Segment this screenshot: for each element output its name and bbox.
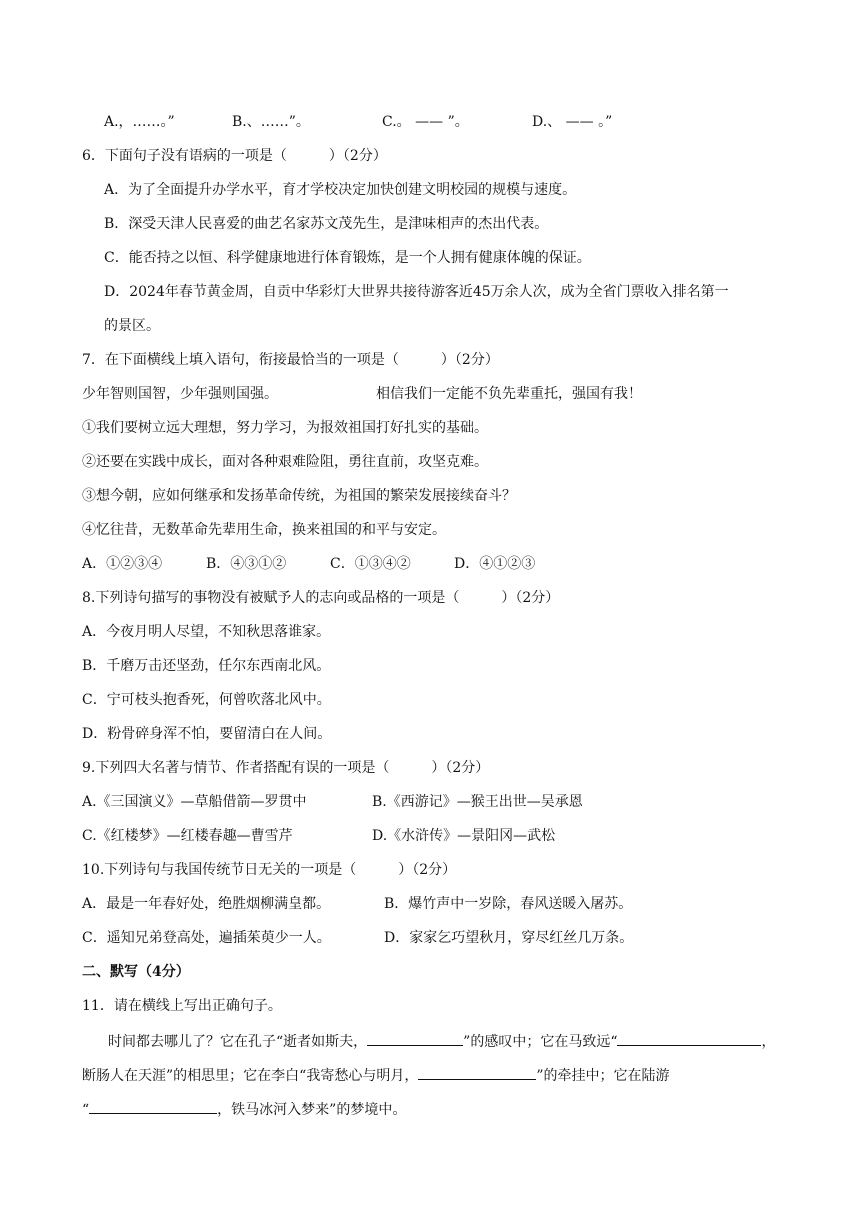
q11-text-3b: ，铁马冰河入梦来”的梦境中。 — [217, 1102, 407, 1118]
q11-answer-blank-4[interactable] — [89, 1099, 217, 1114]
q8-stem: 8.下列诗句描写的事物没有被赋予人的志向或品格的一项是（ ）（2分） — [82, 590, 560, 606]
q6-option-d-line1: D．2024年春节黄金周，自贡中华彩灯大世界共接待游客近45万余人次，成为全省门票收入排名第一 — [104, 284, 729, 300]
q10-option-d: D．家家乞巧望秋月，穿尽红丝几万条。 — [384, 930, 634, 946]
q11-answer-blank-3[interactable] — [418, 1065, 536, 1080]
q5-option-b: B.、……”。 — [232, 114, 310, 130]
q5-option-d: D.、 —— 。” — [532, 114, 613, 130]
q11-text-2a: 断肠人在天涯”的相思里；它在李白“我寄愁心与明月， — [82, 1068, 419, 1084]
q11-paragraph-line1 — [108, 1031, 775, 1051]
q11-text-3a: “ — [82, 1102, 90, 1118]
q7-sentence-2: ②还要在实践中成长，面对各种艰难险阻，勇往直前，攻坚克难。 — [82, 454, 488, 470]
q11-text-1a: 时间都去哪儿了？它在孔子“逝者如斯夫， — [108, 1034, 368, 1050]
q11-paragraph-line3 — [82, 1099, 406, 1119]
q7-sentence-4: ④忆往昔，无数革命先辈用生命，换来祖国的和平与安定。 — [82, 522, 446, 538]
q7-option-d: D．④①②③ — [454, 556, 536, 572]
q8-option-a: A．今夜月明人尽望，不知秋思落谁家。 — [82, 624, 331, 640]
q7-stem: 7．在下面横线上填入语句，衔接最恰当的一项是（ ）（2分） — [82, 352, 499, 368]
q9-option-b: B.《西游记》—猴王出世—吴承恩 — [372, 794, 583, 810]
q7-option-b: B．④③①② — [206, 556, 287, 572]
q7-option-c: C．①③④② — [330, 556, 411, 572]
q8-option-d: D．粉骨碎身浑不怕，要留清白在人间。 — [82, 726, 332, 742]
q9-option-d: D.《水浒传》—景阳冈—武松 — [372, 828, 556, 844]
q6-option-a: A．为了全面提升办学水平，育才学校决定加快创建文明校园的规模与速度。 — [104, 182, 577, 198]
q11-text-1b: ”的感叹中；它在马致远“ — [463, 1034, 618, 1050]
q10-option-b: B．爆竹声中一岁除，春风送暖入屠苏。 — [384, 896, 633, 912]
q5-option-a: A.，……。” — [104, 114, 175, 130]
section-title-dictation: 二、默写（4分） — [82, 964, 190, 980]
q8-option-c: C．宁可枝头抱香死，何曾吹落北风中。 — [82, 692, 331, 708]
q11-stem: 11．请在横线上写出正确句子。 — [82, 998, 282, 1014]
q7-context-after-blank: 相信我们一定能不负先辈重托，强国有我！ — [376, 386, 642, 402]
q6-option-b: B．深受天津人民喜爱的曲艺名家苏文茂先生，是津味相声的杰出代表。 — [104, 216, 549, 232]
q11-paragraph-line2 — [82, 1065, 670, 1085]
q6-stem: 6．下面句子没有语病的一项是（ ）（2分） — [82, 148, 387, 164]
q10-stem: 10.下列诗句与我国传统节日无关的一项是（ ）（2分） — [82, 862, 457, 878]
q10-option-a: A．最是一年春好处，绝胜烟柳满皇都。 — [82, 896, 331, 912]
q11-text-1c: ， — [761, 1034, 776, 1050]
q7-option-a: A．①②③④ — [82, 556, 163, 572]
q5-option-c: C.。 —— ”。 — [382, 114, 469, 130]
q8-option-b: B．千磨万击还坚劲，任尔东西南北风。 — [82, 658, 331, 674]
q10-option-c: C．遥知兄弟登高处，遍插茱萸少一人。 — [82, 930, 331, 946]
q6-option-d-line2: 的景区。 — [104, 318, 160, 334]
q9-option-a: A.《三国演义》—草船借箭—罗贯中 — [82, 794, 307, 810]
q11-answer-blank-1[interactable] — [367, 1031, 463, 1046]
q7-sentence-1: ①我们要树立远大理想，努力学习，为报效祖国打好扎实的基础。 — [82, 420, 488, 436]
q7-context-before-blank: 少年智则国智，少年强则国强。 — [82, 386, 278, 402]
q6-option-c: C．能否持之以恒、科学健康地进行体育锻炼，是一个人拥有健康体魄的保证。 — [104, 250, 591, 266]
q11-answer-blank-2[interactable] — [617, 1031, 761, 1046]
q11-text-2b: ”的牵挂中；它在陆游 — [536, 1068, 670, 1084]
q9-stem: 9.下列四大名著与情节、作者搭配有误的一项是（ ）（2分） — [82, 760, 490, 776]
q7-sentence-3: ③想今朝，应如何继承和发扬革命传统，为祖国的繁荣发展接续奋斗？ — [82, 488, 516, 504]
q9-option-c: C.《红楼梦》—红楼春趣—曹雪芹 — [82, 828, 293, 844]
